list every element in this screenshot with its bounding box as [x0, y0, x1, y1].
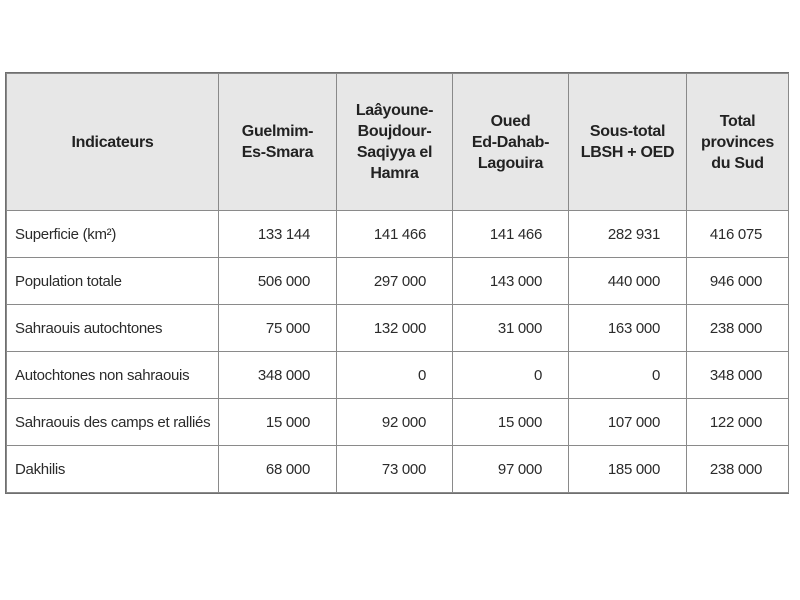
- table-row: [7, 211, 789, 258]
- table-cell: 141 466: [337, 211, 453, 258]
- table-cell: 0: [569, 352, 687, 399]
- table-cell: 282 931: [569, 211, 687, 258]
- table-cell: 31 000: [453, 305, 569, 352]
- table-row: [7, 305, 789, 352]
- table-cell: 348 000: [219, 352, 337, 399]
- table-cell: 416 075: [687, 211, 789, 258]
- table-row: [7, 352, 789, 399]
- table-cell: 238 000: [687, 305, 789, 352]
- table-cell: 348 000: [687, 352, 789, 399]
- table-row: [7, 399, 789, 446]
- table-row: [7, 446, 789, 493]
- table-cell: 15 000: [453, 399, 569, 446]
- row-label: Superficie (km²): [7, 211, 219, 258]
- table-row: [7, 258, 789, 305]
- table-cell: 0: [453, 352, 569, 399]
- table-cell: 0: [337, 352, 453, 399]
- header-oued-ed-dahab-lagouira: Oued Ed-Dahab- Lagouira: [453, 74, 569, 211]
- table-cell: 440 000: [569, 258, 687, 305]
- row-label: Autochtones non sahraouis: [7, 352, 219, 399]
- table-cell: 141 466: [453, 211, 569, 258]
- row-label: Population totale: [7, 258, 219, 305]
- data-table-container: [5, 72, 789, 494]
- table-cell: 946 000: [687, 258, 789, 305]
- table-cell: 297 000: [337, 258, 453, 305]
- table-cell: 92 000: [337, 399, 453, 446]
- indicators-table: [6, 73, 789, 493]
- header-guelmim-es-smara: Guelmim- Es-Smara: [219, 74, 337, 211]
- table-cell: 68 000: [219, 446, 337, 493]
- table-cell: 238 000: [687, 446, 789, 493]
- table-cell: 506 000: [219, 258, 337, 305]
- table-header-row: [7, 74, 789, 211]
- table-cell: 185 000: [569, 446, 687, 493]
- table-cell: 97 000: [453, 446, 569, 493]
- table-cell: 143 000: [453, 258, 569, 305]
- table-cell: 132 000: [337, 305, 453, 352]
- row-label: Dakhilis: [7, 446, 219, 493]
- table-cell: 15 000: [219, 399, 337, 446]
- table-cell: 107 000: [569, 399, 687, 446]
- table-cell: 75 000: [219, 305, 337, 352]
- table-cell: 122 000: [687, 399, 789, 446]
- table-cell: 163 000: [569, 305, 687, 352]
- row-label: Sahraouis autochtones: [7, 305, 219, 352]
- header-laayoune-boujdour-saqiyya: Laâyoune- Boujdour- Saqiyya el Hamra: [337, 74, 453, 211]
- header-total-provinces: Total provinces du Sud: [687, 74, 789, 211]
- table-cell: 73 000: [337, 446, 453, 493]
- table-cell: 133 144: [219, 211, 337, 258]
- header-sous-total: Sous-total LBSH + OED: [569, 74, 687, 211]
- row-label: Sahraouis des camps et ralliés: [7, 399, 219, 446]
- header-indicateurs: Indicateurs: [7, 74, 219, 211]
